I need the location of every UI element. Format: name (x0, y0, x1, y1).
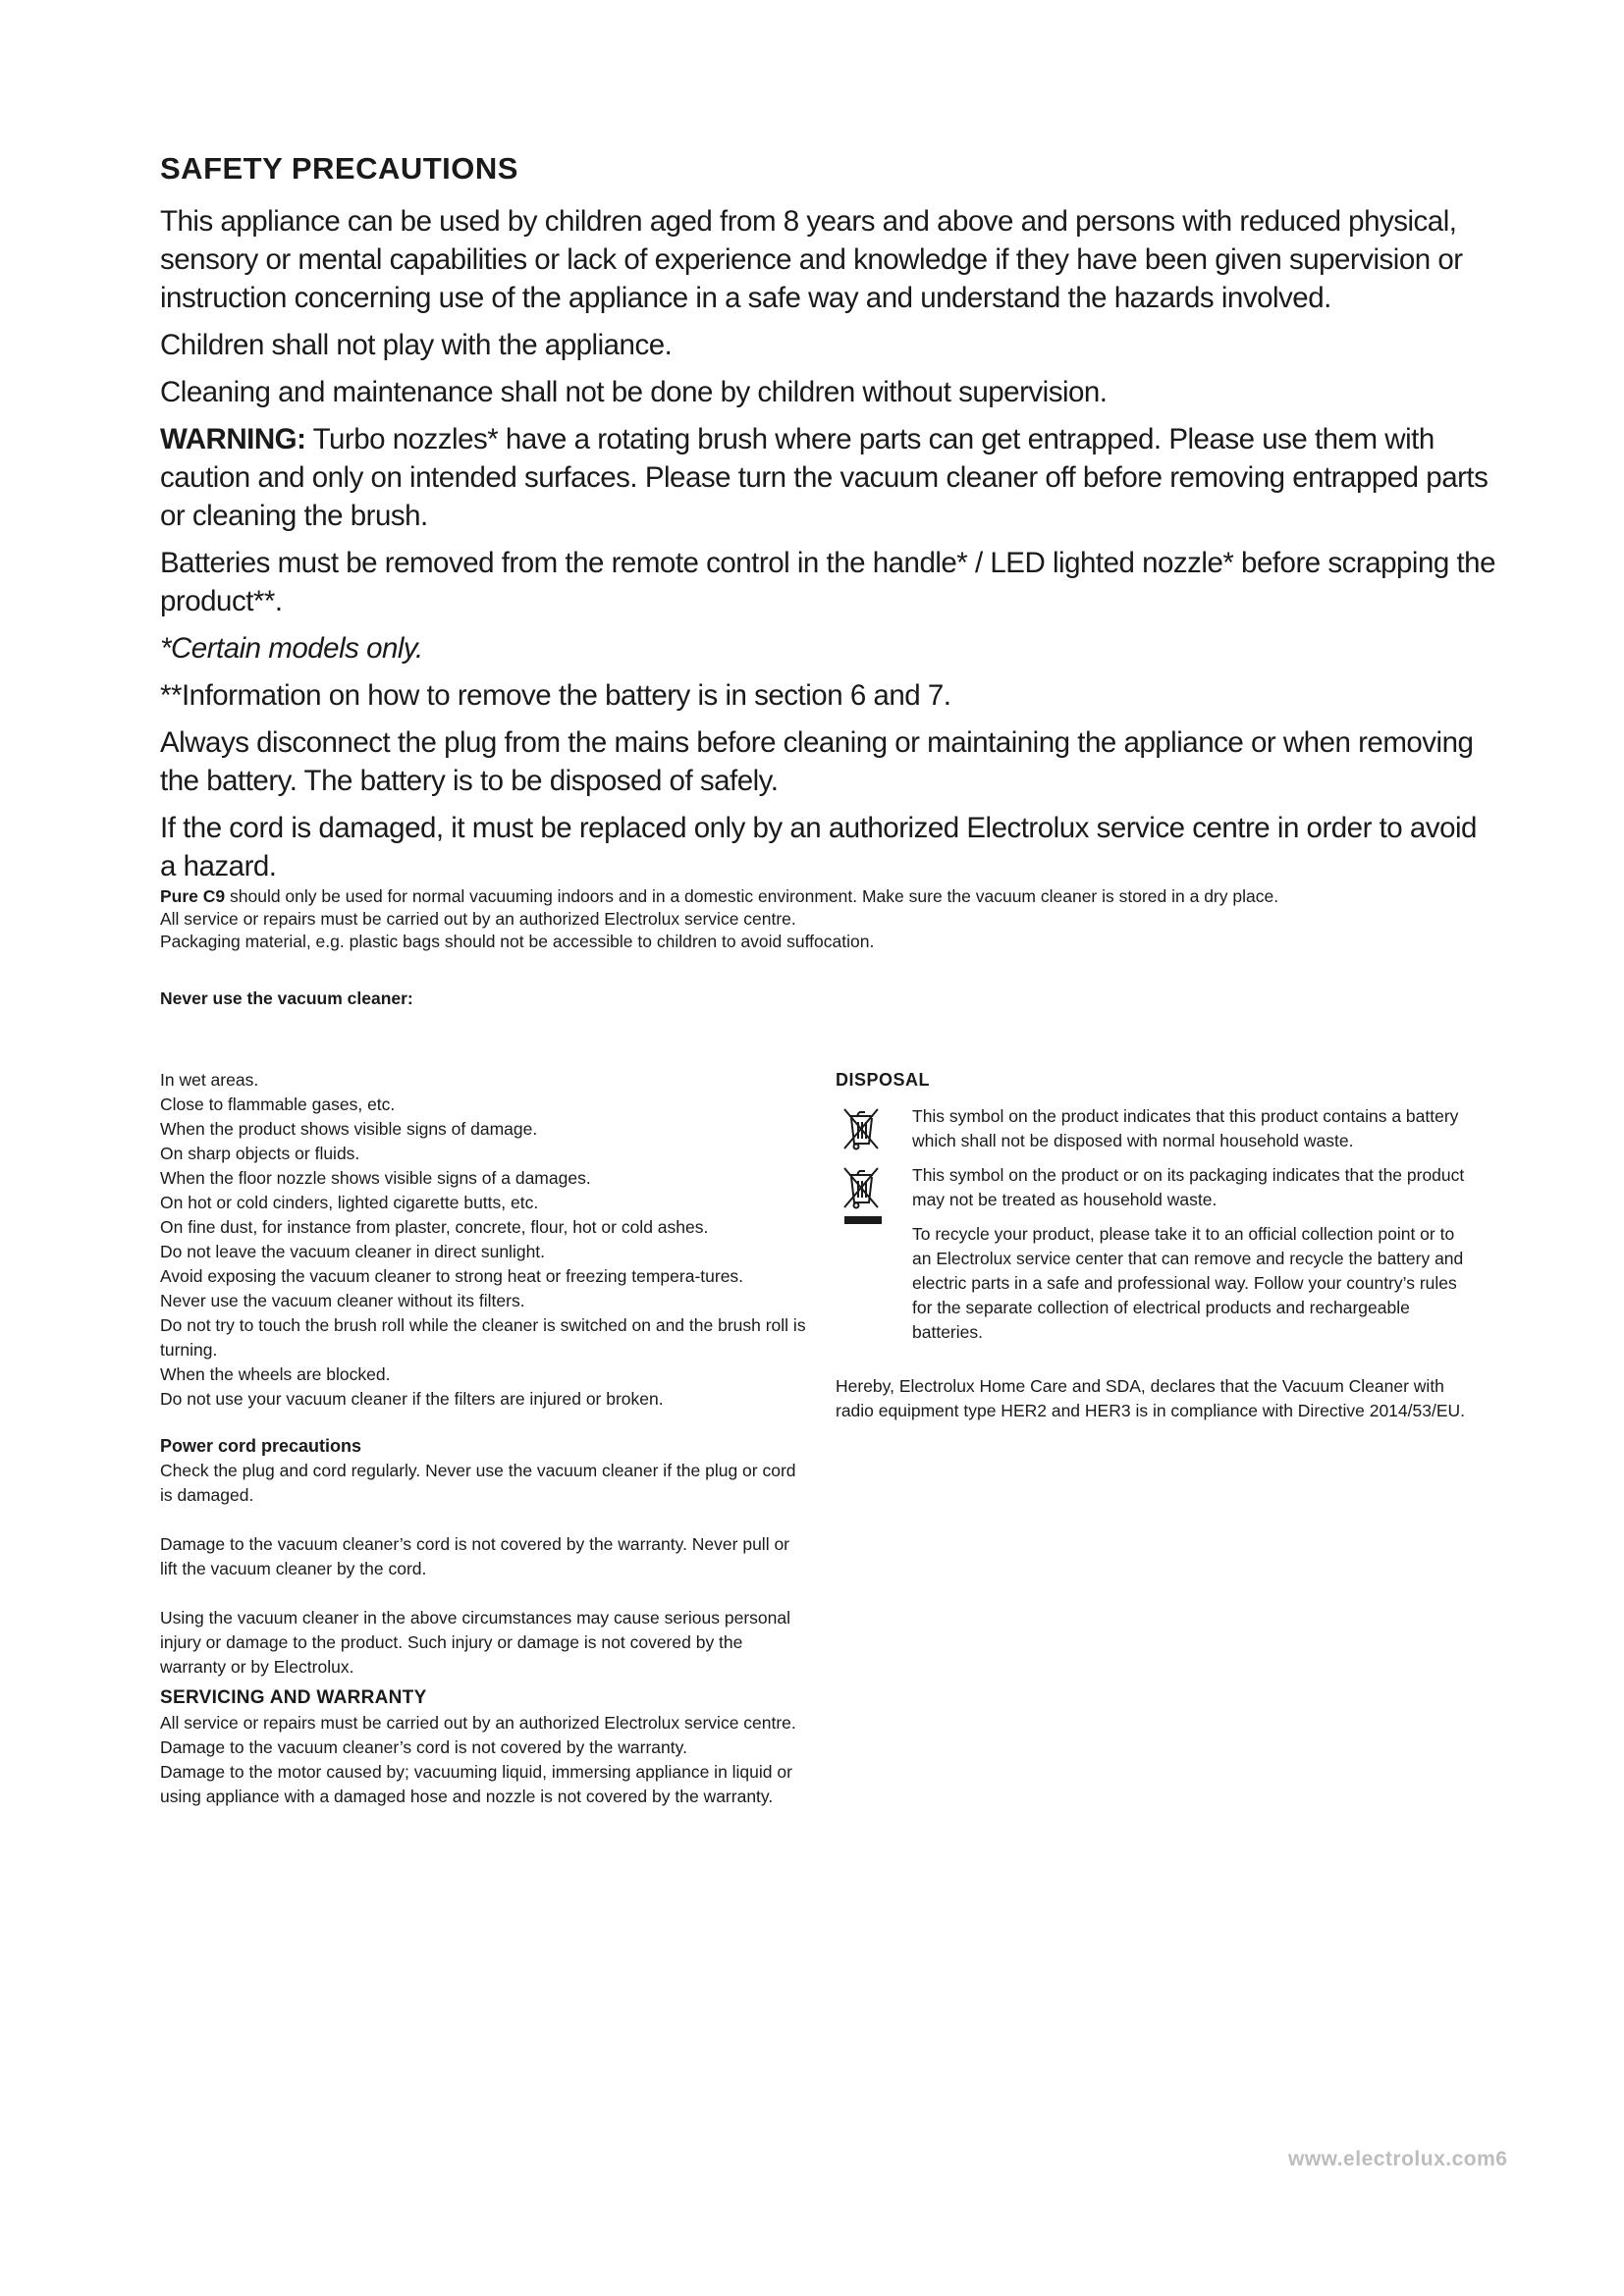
disposal-item-battery (836, 1104, 1474, 1153)
warning-text: Turbo nozzles* have a rotating brush where parts can get entrapped. Please use them with caution and only on intended surfaces. Please turn the vacuum cleaner off before removing entrapped parts or cleaning the brush. (160, 423, 1489, 532)
disposal-item-product (836, 1163, 1474, 1345)
warning-label: WARNING: (160, 423, 306, 455)
model-name: Pure C9 (160, 886, 226, 906)
servicing-paragraph-3: Damage to the motor caused by; vacuuming liquid, immersing appliance in liquid or using appliance with a damaged hose and nozzle is not covered by the warranty. (160, 1762, 792, 1806)
servicing-heading: SERVICING AND WARRANTY (160, 1687, 427, 1708)
left-column (160, 1068, 808, 1809)
intro-paragraph-9: If the cord is damaged, it must be replaced only by an authorized Electrolux service centre in order to avoid a hazard. (160, 812, 1477, 882)
warning-paragraph (160, 420, 1495, 535)
usage-line-1 (160, 885, 1495, 908)
disposal-heading: DISPOSAL (836, 1070, 931, 1090)
power-cord-paragraph-1: Check the plug and cord regularly. Never use the vacuum cleaner if the plug or cord is damaged. (160, 1461, 796, 1505)
intro-paragraph-5: Batteries must be removed from the remote control in the handle* / LED lighted nozzle* before scrapping the product**. (160, 547, 1495, 617)
list-item: When the wheels are blocked. (160, 1364, 391, 1384)
power-cord-paragraph-3: Using the vacuum cleaner in the above circumstances may cause serious personal injury or damage to the product. Such injury or damage is not covered by the warranty or by Electrolux. (160, 1608, 790, 1677)
disposal-text-1: This symbol on the product indicates that this product contains a battery which shall not be disposed with normal household waste. (912, 1106, 1459, 1150)
models-note: *Certain models only. (160, 632, 423, 665)
usage-line-3: Packaging material, e.g. plastic bags should not be accessible to children to avoid suffocation. (160, 932, 875, 951)
crossed-out-wheelie-bin-icon (841, 1106, 881, 1151)
page-title: SAFETY PRECAUTIONS (160, 151, 518, 186)
list-item: Do not leave the vacuum cleaner in direct sunlight. (160, 1242, 546, 1261)
list-item: When the product shows visible signs of damage. (160, 1119, 538, 1139)
battery-info-note: **Information on how to remove the battery is in section 6 and 7. (160, 679, 951, 712)
list-item: Close to flammable gases, etc. (160, 1095, 396, 1114)
list-item: Never use the vacuum cleaner without its filters. (160, 1291, 525, 1310)
intro-paragraph-3: Cleaning and maintenance shall not be done by children without supervision. (160, 376, 1108, 408)
weee-bar-icon (844, 1216, 882, 1224)
list-item: On fine dust, for instance from plaster, concrete, flour, hot or cold ashes. (160, 1217, 709, 1237)
list-item: On sharp objects or fluids. (160, 1144, 360, 1163)
list-item: In wet areas. (160, 1070, 259, 1090)
right-column (836, 1068, 1474, 1423)
crossed-out-wheelie-bin-with-bar-icon (841, 1165, 881, 1210)
usage-line-1-text: should only be used for normal vacuuming indoors and in a domestic environment. Make sure the vacuum cleaner is stored in a dry place. (225, 886, 1279, 906)
list-item: Do not use your vacuum cleaner if the filters are injured or broken. (160, 1389, 664, 1409)
footer-url-page-number: www.electrolux.com6 (1288, 2148, 1508, 2170)
never-use-list (160, 1068, 808, 1412)
list-item: When the floor nozzle shows visible signs of a damages. (160, 1168, 591, 1188)
list-item: Avoid exposing the vacuum cleaner to strong heat or freezing tempera-tures. (160, 1266, 744, 1286)
disposal-text-2: This symbol on the product or on its packaging indicates that the product may not be treated as household waste. (912, 1165, 1465, 1209)
usage-notes (160, 885, 1495, 953)
never-use-heading: Never use the vacuum cleaner: (160, 988, 413, 1008)
intro-section (160, 202, 1495, 894)
intro-paragraph-1: This appliance can be used by children aged from 8 years and above and persons with reduced physical, sensory or mental capabilities or lack of experience and knowledge if they have been given supervision or instruction concerning use of the appliance in a safe way and understand the hazards involved. (160, 205, 1463, 314)
servicing-paragraph-2: Damage to the vacuum cleaner’s cord is not covered by the warranty. (160, 1737, 687, 1757)
intro-paragraph-2: Children shall not play with the appliance. (160, 329, 673, 361)
usage-line-2: All service or repairs must be carried out by an authorized Electrolux service centre. (160, 909, 796, 929)
list-item: On hot or cold cinders, lighted cigarette butts, etc. (160, 1193, 539, 1212)
disposal-text-3: To recycle your product, please take it to an official collection point or to an Electrolux service center that can remove and recycle the battery and electric parts in a safe and professional way. Follow your country’s rules for the separate collection of electrical products and rechargeable batteries. (912, 1224, 1464, 1342)
power-cord-heading: Power cord precautions (160, 1436, 362, 1456)
power-cord-paragraph-2: Damage to the vacuum cleaner’s cord is not covered by the warranty. Never pull or lift the vacuum cleaner by the cord. (160, 1534, 790, 1578)
servicing-paragraph-1: All service or repairs must be carried out by an authorized Electrolux service centre. (160, 1713, 796, 1733)
list-item: Do not try to touch the brush roll while the cleaner is switched on and the brush roll is turning. (160, 1315, 806, 1360)
compliance-declaration: Hereby, Electrolux Home Care and SDA, declares that the Vacuum Cleaner with radio equipment type HER2 and HER3 is in compliance with Directive 2014/53/EU. (836, 1376, 1466, 1420)
intro-paragraph-8: Always disconnect the plug from the mains before cleaning or maintaining the appliance or when removing the battery. The battery is to be disposed of safely. (160, 726, 1474, 797)
